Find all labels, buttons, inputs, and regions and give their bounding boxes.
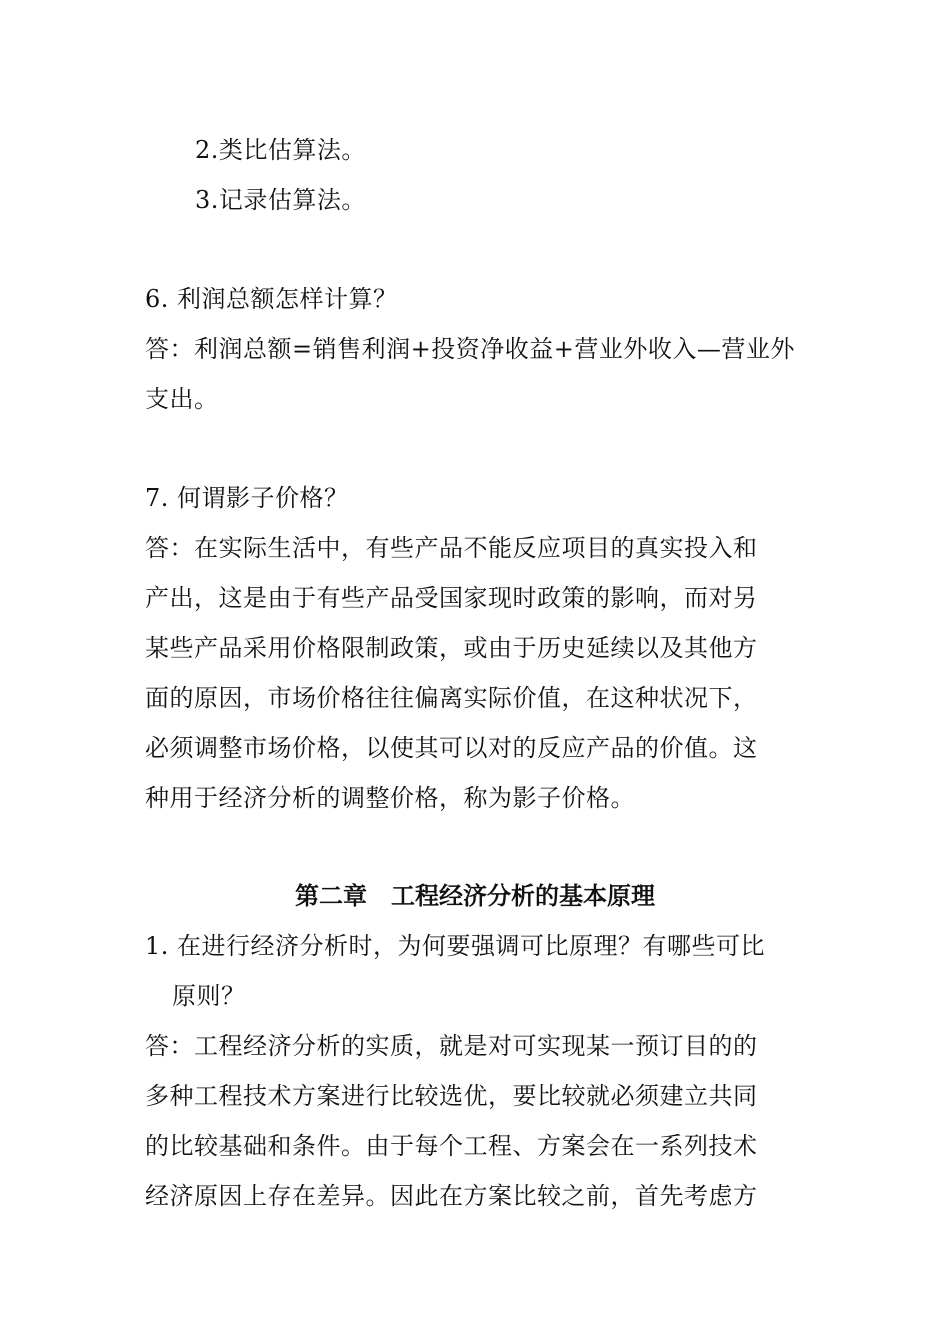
answer-7-line: 面的原因，市场价格往往偏离实际价值，在这种状况下，	[145, 684, 758, 712]
answer-1-line: 的比较基础和条件。由于每个工程、方案会在一系列技术	[145, 1132, 758, 1160]
answer-6-line: 支出。	[145, 385, 219, 413]
list-item: 3.记录估算法。	[195, 186, 366, 214]
question-6: 6. 利润总额怎样计算？	[145, 285, 398, 313]
question-1-continuation: 原则？	[172, 982, 246, 1010]
answer-7-line: 某些产品采用价格限制政策，或由于历史延续以及其他方	[145, 634, 758, 662]
answer-6-line: 答：利润总额=销售利润+投资净收益+营业外收入—营业外	[145, 335, 795, 363]
chapter-heading: 第二章 工程经济分析的基本原理	[295, 881, 655, 910]
question-1: 1. 在进行经济分析时，为何要强调可比原理？有哪些可比	[145, 932, 766, 960]
answer-1-line: 多种工程技术方案进行比较选优，要比较就必须建立共同	[145, 1082, 758, 1110]
answer-1-line: 经济原因上存在差异。因此在方案比较之前，首先考虑方	[145, 1182, 758, 1210]
answer-1-line: 答：工程经济分析的实质，就是对可实现某一预订目的的	[145, 1032, 758, 1060]
question-7: 7. 何谓影子价格？	[145, 484, 349, 512]
list-item: 2.类比估算法。	[195, 136, 366, 164]
answer-7-line: 产出，这是由于有些产品受国家现时政策的影响，而对另	[145, 584, 758, 612]
answer-7-line: 种用于经济分析的调整价格，称为影子价格。	[145, 784, 635, 812]
answer-7-line: 必须调整市场价格，以使其可以对的反应产品的价值。这	[145, 734, 758, 762]
answer-7-line: 答：在实际生活中，有些产品不能反应项目的真实投入和	[145, 534, 758, 562]
